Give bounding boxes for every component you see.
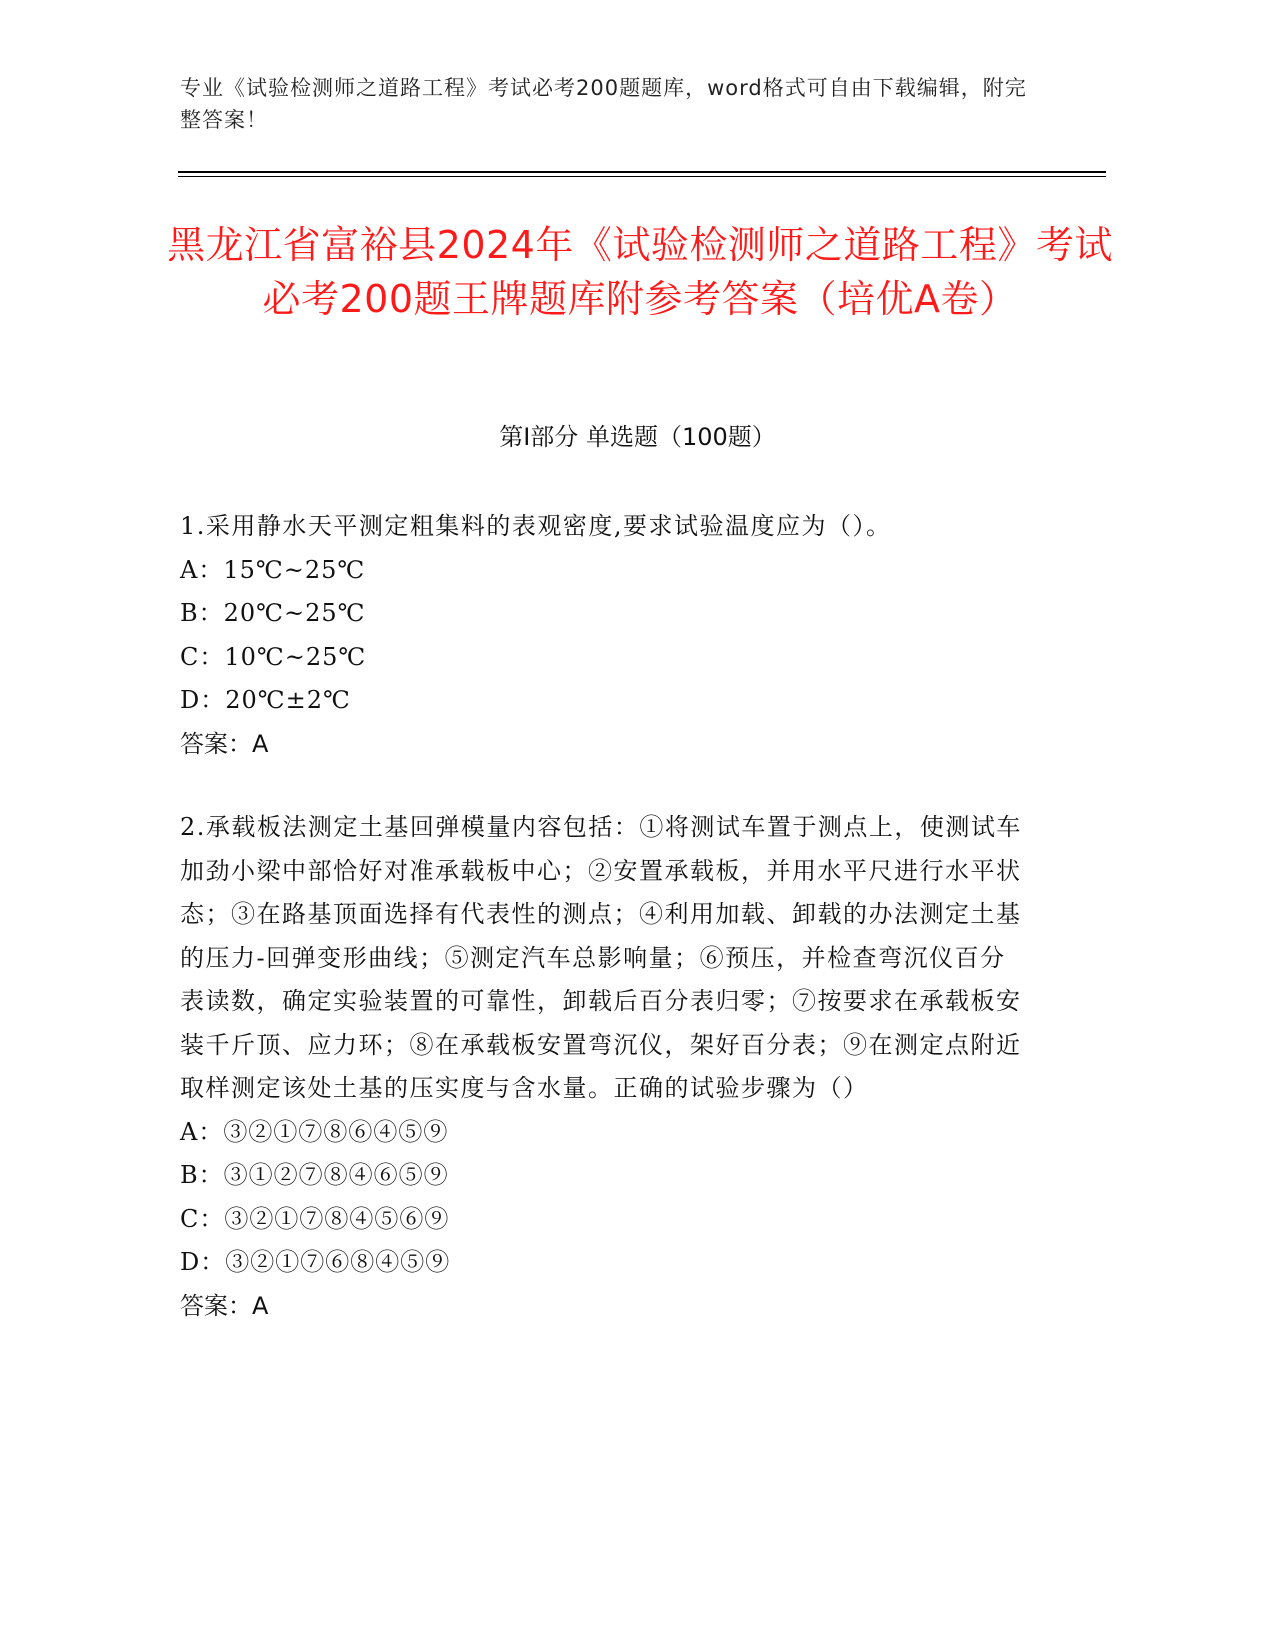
question-1 (180, 505, 1030, 766)
option-a: A：③②①⑦⑧⑥④⑤⑨ (180, 1117, 449, 1146)
document-title: 黑龙江省富裕县2024年《试验检测师之道路工程》考试必考200题王牌题库附参考答案（培优A卷） (167, 223, 1113, 321)
option-c: C：③②①⑦⑧④⑤⑥⑨ (180, 1204, 450, 1233)
option-a: A：15℃~25℃ (180, 555, 366, 584)
header-rule-thin (178, 176, 1106, 177)
option-b: B：20℃~25℃ (180, 599, 366, 627)
header-note: 专业《试验检测师之道路工程》考试必考200题题库，word格式可自由下载编辑，附完整答案！ (180, 76, 1027, 132)
option-d: D：20℃±2℃ (180, 686, 351, 714)
question-stem: 1.采用静水天平测定粗集料的表观密度,要求试验温度应为（）。 (180, 512, 892, 540)
section-heading: 第Ⅰ部分 单选题（100题） (499, 423, 776, 451)
question-2 (180, 806, 1030, 1328)
question-stem: 2.承载板法测定土基回弹模量内容包括：①将测试车置于测点上，使测试车加劲小梁中部恰好对准承载板中心；②安置承载板，并用水平尺进行水平状态；③在路基顶面选择有代表性的测点；④利用加载、卸载的办法测定土基的压力-回弹变形曲线；⑤测定汽车总影响量；⑥预压，并检查弯沉仪百分表读数，确定实验装置的可靠性，卸载后百分表归零；⑦按要求在承载板安装千斤顶、应力环；⑧在承载板安置弯沉仪，架好百分表；⑨在测定点附近取样测定该处土基的压实度与含水量。正确的试验步骤为（） (180, 813, 1022, 1102)
option-b: B：③①②⑦⑧④⑥⑤⑨ (180, 1161, 449, 1189)
question-list (180, 505, 1030, 1368)
header-rule-thick (178, 171, 1106, 173)
answer-line: 答案：A (180, 729, 269, 758)
option-c: C：10℃~25℃ (180, 642, 367, 671)
option-d: D：③②①⑦⑥⑧④⑤⑨ (180, 1248, 451, 1276)
answer-line: 答案：A (180, 1291, 269, 1320)
